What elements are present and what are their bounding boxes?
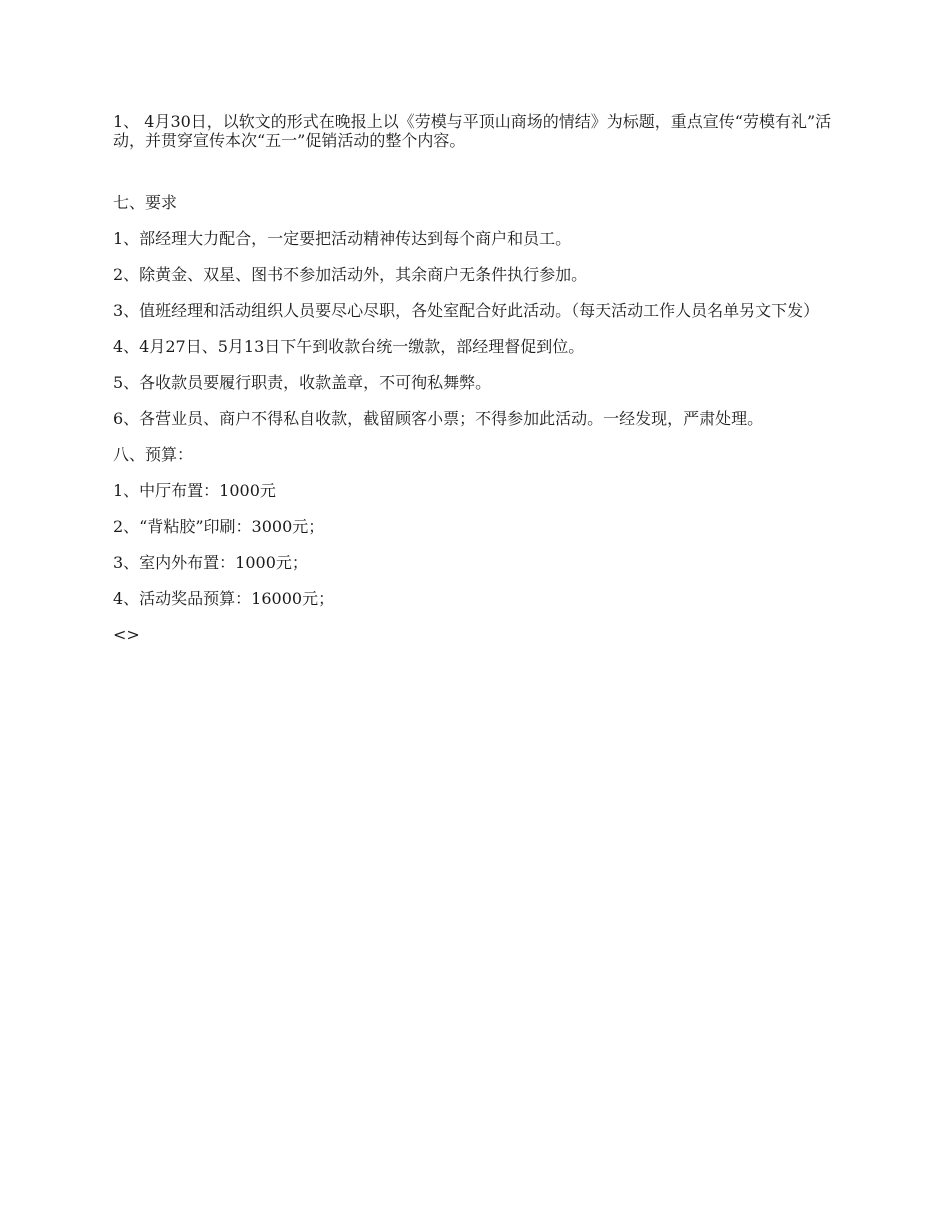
- requirement-item-1: 1、部经理大力配合，一定要把活动精神传达到每个商户和员工。: [113, 229, 572, 248]
- budget-item-2: 2、“背粘胶”印刷：3000元；: [113, 517, 325, 536]
- requirement-item-3: 3、值班经理和活动组织人员要尽心尽职，各处室配合好此活动。（每天活动工作人员名单另文下发）: [113, 301, 820, 320]
- requirement-item-6: 6、各营业员、商户不得私自收款，截留顾客小票；不得参加此活动。一经发现，严肃处理。: [113, 409, 764, 428]
- requirement-item-5: 5、各收款员要履行职责，收款盖章，不可徇私舞弊。: [113, 373, 492, 392]
- requirement-item-4: 4、4月27日、5月13日下午到收款台统一缴款，部经理督促到位。: [113, 337, 585, 356]
- budget-item-3: 3、室内外布置：1000元；: [113, 553, 308, 572]
- document-body: [113, 112, 835, 661]
- requirements-heading: 七、要求: [113, 193, 178, 212]
- budget-heading: 八、预算：: [113, 445, 194, 464]
- budget-item-1: 1、中厅布置：1000元: [113, 481, 276, 500]
- requirement-item-2: 2、除黄金、双星、图书不参加活动外，其余商户无条件执行参加。: [113, 265, 588, 284]
- publicity-item-1: 1、 4月30日，以软文的形式在晚报上以《劳模与平顶山商场的情结》为标题，重点宣传“劳模有礼”活动，并贯穿宣传本次“五一”促销活动的整个内容。: [113, 112, 832, 150]
- budget-item-4: 4、活动奖品预算：16000元；: [113, 589, 335, 608]
- trailing-mark: <>: [113, 625, 140, 644]
